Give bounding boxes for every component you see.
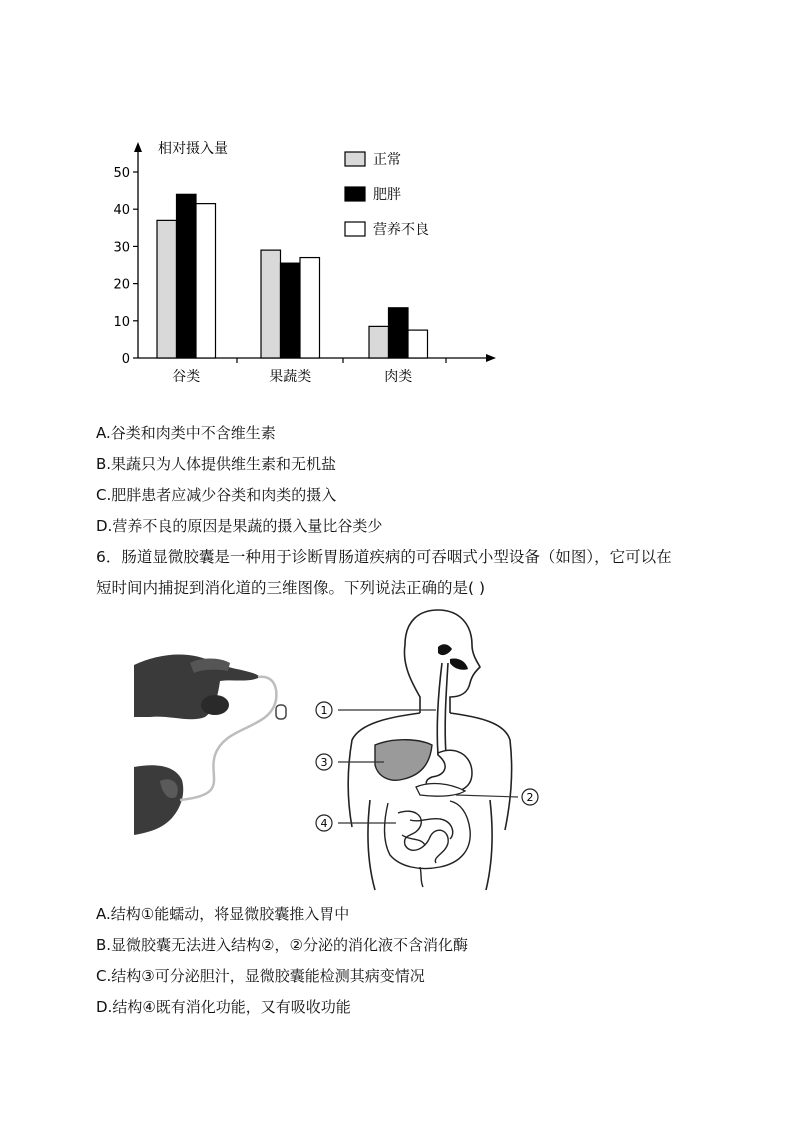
bar-chart xyxy=(0,0,794,400)
label-2 xyxy=(522,789,538,805)
gloved-hands-image xyxy=(134,655,286,835)
bar xyxy=(408,330,428,358)
label-3 xyxy=(316,754,332,770)
svg-text:4: 4 xyxy=(320,817,328,830)
legend-swatch xyxy=(345,222,365,236)
q6-option-d: D.结构④既有消化功能，又有吸收功能 xyxy=(96,998,351,1016)
svg-text:2: 2 xyxy=(526,791,534,804)
bar xyxy=(196,204,216,358)
x-axis-arrow xyxy=(486,354,496,362)
q6-option-b: B.显微胶囊无法进入结构②，②分泌的消化液不含消化酶 xyxy=(96,936,468,954)
y-tick-label: 0 xyxy=(121,352,130,367)
y-tick-label: 20 xyxy=(113,277,130,293)
legend-swatch xyxy=(345,152,365,166)
x-tick-label: 肉类 xyxy=(384,369,413,385)
q5-option-a: A.谷类和肉类中不含维生素 xyxy=(96,424,276,442)
q6-stem-line1: 6．肠道显微胶囊是一种用于诊断胃肠道疾病的可吞咽式小型设备（如图），它可以在 xyxy=(96,548,672,566)
bar xyxy=(177,194,197,358)
y-tick-label: 40 xyxy=(113,203,130,219)
y-tick-label: 50 xyxy=(113,166,130,181)
q5-option-d: D.营养不良的原因是果蔬的摄入量比谷类少 xyxy=(96,517,383,535)
legend-label: 肥胖 xyxy=(373,187,401,203)
q6-option-c: C.结构③可分泌胆汁，显微胶囊能检测其病变情况 xyxy=(96,967,425,985)
legend-swatch xyxy=(345,187,365,201)
bar xyxy=(389,308,409,358)
mouth-pharynx xyxy=(438,644,468,670)
bar xyxy=(300,258,320,358)
bar xyxy=(281,263,301,358)
legend-label: 正常 xyxy=(373,152,401,168)
esophagus xyxy=(437,663,448,755)
q6-stem-line2: 短时间内捕捉到消化道的三维图像。下列说法正确的是( ) xyxy=(96,579,486,597)
q6-option-a: A.结构①能蠕动，将显微胶囊推入胃中 xyxy=(96,905,350,923)
chart-legend xyxy=(345,151,429,238)
y-axis-arrow xyxy=(134,142,142,152)
q5-option-b: B.果蔬只为人体提供维生素和无机盐 xyxy=(96,455,337,473)
legend-label: 营养不良 xyxy=(373,222,429,238)
bar xyxy=(261,250,281,358)
x-tick-label: 果蔬类 xyxy=(269,369,312,385)
x-tick-label: 谷类 xyxy=(172,369,201,385)
label-1 xyxy=(316,702,332,718)
label-4 xyxy=(316,815,332,831)
q5-option-c: C.肥胖患者应减少谷类和肉类的摄入 xyxy=(96,486,337,504)
bar xyxy=(157,220,177,358)
y-axis-label: 相对摄入量 xyxy=(158,141,228,157)
svg-text:3: 3 xyxy=(320,756,328,769)
y-tick-label: 30 xyxy=(113,240,130,256)
bar xyxy=(369,326,389,358)
intestines xyxy=(385,801,471,887)
svg-text:1: 1 xyxy=(320,704,328,717)
chart-bars xyxy=(157,194,428,358)
y-tick-label: 10 xyxy=(113,314,130,330)
q6-figure xyxy=(120,605,560,895)
liver xyxy=(375,740,432,781)
